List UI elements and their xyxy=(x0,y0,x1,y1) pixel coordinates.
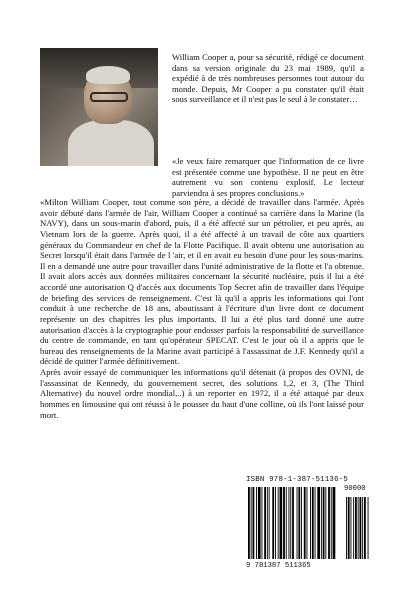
price-code: 90000 xyxy=(344,485,366,493)
isbn-text: ISBN 978-1-387-51136-5 xyxy=(246,476,348,484)
main-paragraph-1: «Milton William Cooper, tout comme son père, a décidé de travailler dans l'armée. Après avoir débuté dans l'armée de l'air, William Cooper a continué sa carrière dans la Marine (la NAVY), dans un sous-marin d'abord, puis, il a été affecté sur un pétrolier, et peu après, au Vietnam lors de la guerre. Après quoi, il a été affecté à un travail de côte aux quartiers généraux du Commandeur en chef de la Flotte Pacifique. Il avait obtenu une autorisation au Secret lorsqu'il était dans l'armée de l 'air, et il en avait eu besoin d'une pour les sous-marins. Il en a demandé une autre pour travailler dans l'unité administrative de la flotte et l'a obtenue. Il avait alors accès aux données militaires concernant la sécurité nucléaire, puis il lui a été accordé une autorisation Q d'accès aux documents Top Secret afin de travailler dans l'équipe de briefing des services de renseignement. C'est là qu'il a appris les informations qui l'ont conduit à une recherche de 18 ans, aboutissant à l'écriture d'un livre dont ce document représente un des chapitres les plus importants. Il lui a été plus tard donné une autre autorisation d'accès à la cryptographie pour endosser parfois la responsabilité de surveillance du centre de commande, en tant qu'opérateur SPECAT. C'est le jour où il a appris que le bureau des renseignements de la Marine avait participé à l'assassinat de J.F. Kennedy qu'il a décidé de quitter l'armée définitivement. xyxy=(40,197,364,367)
barcode-block xyxy=(246,476,372,576)
main-paragraph-2: Après avoir essayé de communiquer les informations qu'il détenait (à propos des OVNI, de l'assassinat de Kennedy, du gouvernement secret, des solutions 1,2, et 3, (The Third Alternative) du nouvel ordre mondial,..) à un reporter en 1972, il a été attaqué par deux hommes en limousine qui ont réussi à le pousser du haut d'une colline, où ils l'ont laissé pour mort. xyxy=(40,367,364,420)
author-photo xyxy=(40,48,158,166)
photo-glasses xyxy=(90,92,128,102)
barcode-bars xyxy=(246,487,372,563)
main-text xyxy=(40,197,364,420)
quote-paragraph: «Je veux faire remarquer que l'information de ce livre est présentée comme une hypothèse. Il ne peut en être autrement vu son contenu explosif. Le lecteur parviendra à ses propres conclusions.» xyxy=(172,156,364,198)
ean-digits: 9 781387 511365 xyxy=(246,562,311,570)
photo-body xyxy=(68,120,154,166)
intro-paragraph: William Cooper a, pour sa sécurité, rédigé ce document dans sa version originale du 23 mai 1989, qu'il a expédié à de très nombreuses personnes tout autour du monde. Depuis, Mr Cooper a pu constater qu'il était sous surveillance et il n'est pas le seul à le constater… xyxy=(172,52,364,105)
photo-hair xyxy=(86,66,130,84)
